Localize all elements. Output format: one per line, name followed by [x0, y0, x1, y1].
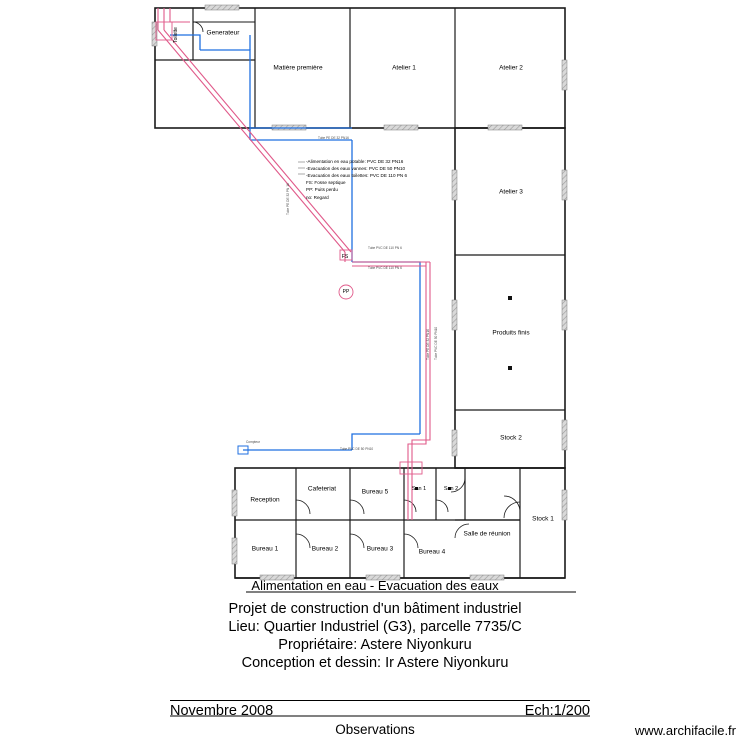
pipe-label-b: Tube PVC DE 110 PN 6: [368, 246, 402, 250]
scale-text: Ech:1/200: [524, 703, 590, 719]
room-label-bureau-4: Bureau 4: [418, 548, 446, 556]
legend-block: [306, 158, 407, 201]
owner-line: Propriétaire: Astere Niyonkuru: [278, 637, 472, 653]
room-label-atelier-2: Atelier 2: [499, 64, 523, 72]
legend-line-5: PP: Puits perdu: [306, 187, 338, 193]
door-swings-group: [193, 22, 520, 548]
legend-line-1: -Alimentation en eau potable: PVC DE 32 PN16: [306, 159, 404, 164]
observations-label: Observations: [335, 722, 415, 737]
room-label-bureau-5: Bureau 5: [361, 488, 389, 496]
fs-node-label: FS: [341, 254, 349, 260]
water-supply-network: [170, 35, 420, 454]
legend-line-3: -Evacuation des eaux toilettes: PVC DE 110 PN 6: [306, 173, 408, 179]
wall-hatch-group: [152, 5, 567, 580]
waste-network: [156, 8, 430, 520]
room-label-bureau-1: Bureau 1: [251, 545, 279, 553]
legend-line-6: no: Regard: [306, 194, 329, 200]
pipe-label-h: Compteur: [246, 440, 260, 444]
brand-watermark: www.archifacile.fr: [634, 723, 736, 738]
room-label-stock-1: Stock 1: [532, 515, 554, 523]
legend-line-4: FS: Fosse septique: [306, 180, 346, 186]
room-label-atelier-3: Atelier 3: [499, 188, 523, 196]
pipe-label-g: Tube PE DE 32 PN 16: [286, 183, 290, 215]
pipe-label-e: Tube PE DE 32 PN16: [426, 329, 430, 360]
room-label-stock-2: Stock 2: [500, 434, 522, 442]
legend-leaders: [298, 162, 305, 174]
legend-line-2: -Evacuation des eaux vannes: PVC DE 50 PN10: [306, 166, 406, 172]
project-line: Projet de construction d'un bâtiment industriel: [228, 601, 522, 617]
room-label-san-2: San 2: [443, 486, 459, 492]
walls-group: [155, 8, 565, 578]
room-label-generateur: Generateur: [206, 29, 240, 37]
author-line: Conception et dessin: Ir Astere Niyonkuru: [241, 655, 509, 671]
pipe-label-a: Tube PE DE 32 PN16: [318, 136, 349, 140]
title-block: [0, 600, 750, 672]
pipe-label-c: Tube PVC DE 110 PN 6: [368, 266, 402, 270]
room-label-bureau-3: Bureau 3: [366, 545, 394, 553]
room-label-bureau-2: Bureau 2: [311, 545, 339, 553]
date-text: Novembre 2008: [170, 703, 274, 719]
room-label-salle-de-reunion: Salle de réunion: [463, 530, 511, 538]
room-label-toilette: Toilette: [173, 27, 179, 43]
room-label-cafeteriat: Cafeteriat: [307, 485, 337, 493]
room-label-produits-finis: Produits finis: [492, 329, 530, 337]
pipe-label-d: Tube PVC DE 50 PN10: [340, 447, 374, 451]
room-label-matiere-premiere: Matière première: [273, 64, 323, 72]
date-scale-row: [170, 700, 590, 719]
room-label-reception: Reception: [250, 496, 280, 504]
pp-node-label: PP: [342, 289, 350, 295]
plan-caption: Alimentation en eau - Evacuation des eaux: [251, 578, 499, 593]
pipe-label-f: Tube PVC DE 50 PN10: [434, 326, 438, 360]
room-label-san-1: San 1: [411, 486, 427, 492]
location-line: Lieu: Quartier Industriel (G3), parcelle 7735/C: [228, 619, 522, 635]
room-label-atelier-1: Atelier 1: [392, 64, 416, 72]
